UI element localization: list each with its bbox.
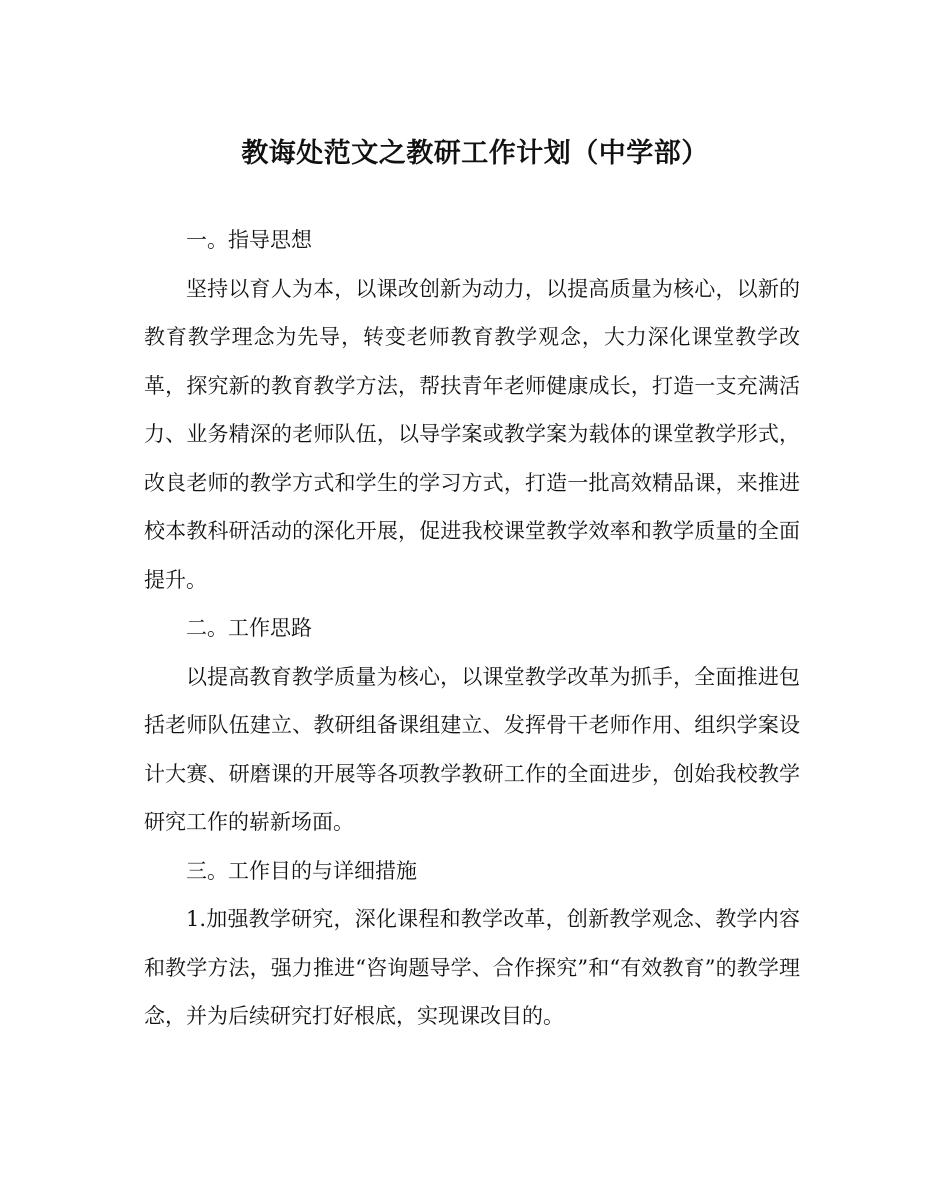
section-2-paragraph-1: 以提高教育教学质量为核心，以课堂教学改革为抓手，全面推进包括老师队伍建立、教研组备课组建立、发挥骨干老师作用、组织学案设计大赛、研磨课的开展等各项教学教研工作的全面进步，创始我校教学研究工作的崭新场面。 bbox=[144, 664, 800, 834]
document-body bbox=[144, 216, 800, 1041]
section-heading-3: 三。工作目的与详细措施 bbox=[186, 858, 417, 883]
section-heading-1: 一。指导思想 bbox=[186, 228, 312, 252]
document-title: 教诲处范文之教研工作计划（中学部） bbox=[241, 138, 709, 169]
section-heading-2: 二。工作思路 bbox=[186, 616, 312, 640]
section-3-paragraph-1: 1.加强教学研究，深化课程和教学改革，创新教学观念、教学内容和教学方法，强力推进“咨询题导学、合作探究”和“有效教育”的教学理念，并为后续研究打好根底，实现课改目的。 bbox=[144, 907, 800, 1028]
section-1-paragraph-1: 坚持以育人为本，以课改创新为动力，以提高质量为核心，以新的教育教学理念为先导，转变老师教育教学观念，大力深化课堂教学改革，探究新的教育教学方法，帮扶青年老师健康成长，打造一支充满活力、业务精深的老师队伍，以导学案或教学案为载体的课堂教学形式，改良老师的教学方式和学生的学习方式，打造一批高效精品课，来推进校本教科研活动的深化开展，促进我校课堂教学效率和教学质量的全面提升。 bbox=[144, 276, 800, 592]
